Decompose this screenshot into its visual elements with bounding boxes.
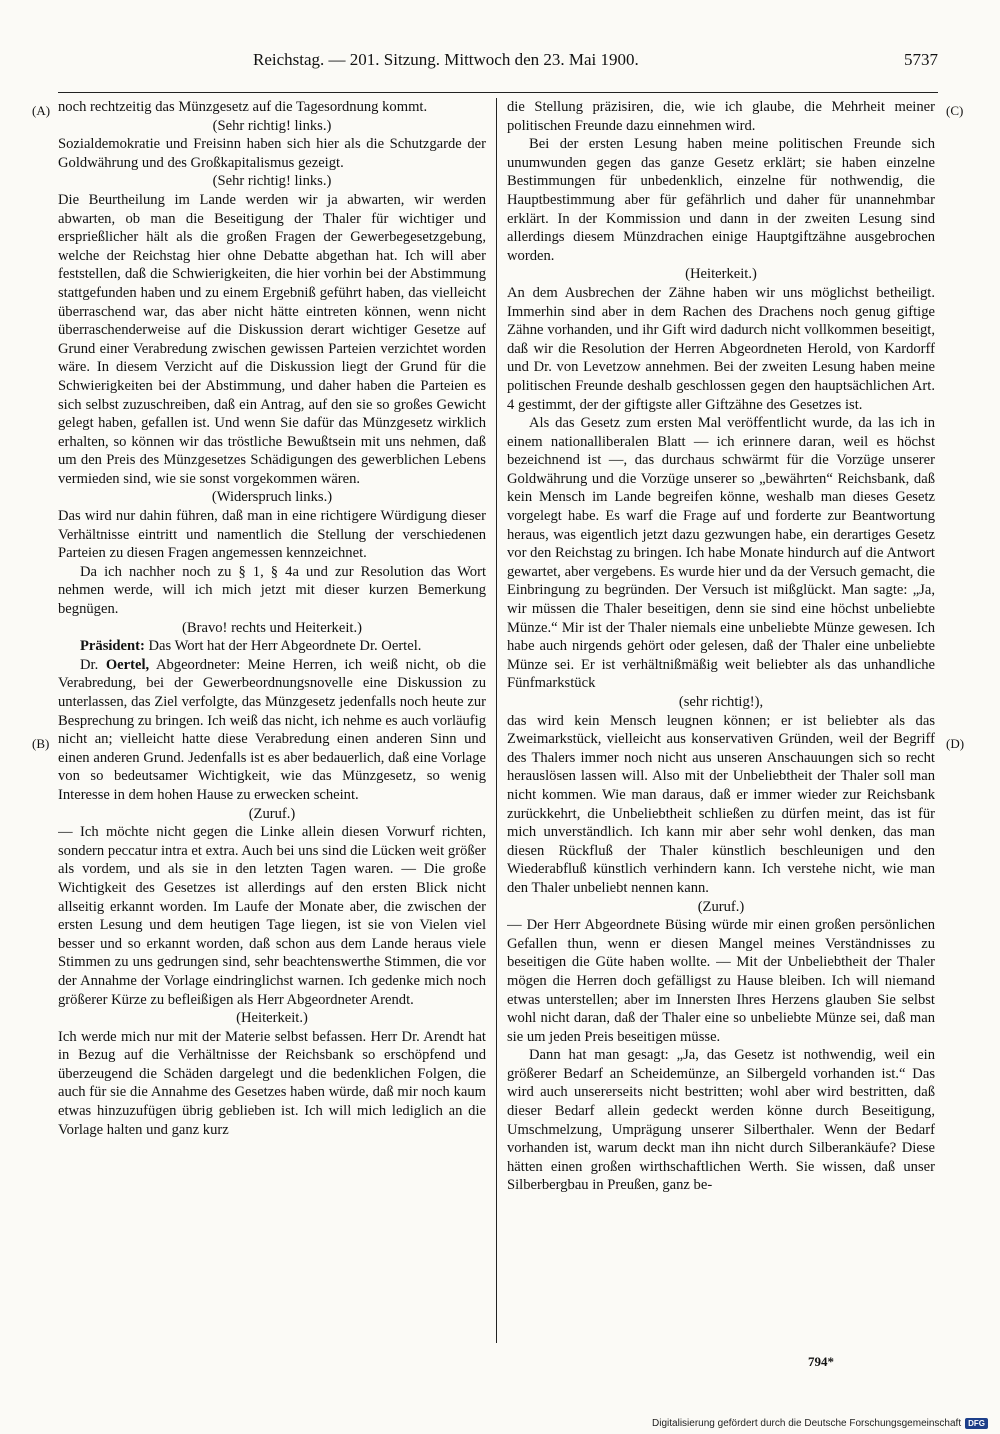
- paragraph: Da ich nachher noch zu § 1, § 4a und zur Resolution das Wort nehmen werde, will ich mich jetzt mit dieser kurzen Bemerkung begnügen.: [58, 563, 486, 618]
- credit-text: Digitalisierung gefördert durch die Deutsche Forschungsgemeinschaft: [652, 1418, 962, 1429]
- margin-marker-b: (B): [32, 736, 50, 751]
- president-text: Das Wort hat der Herr Abgeordnete Dr. Oertel.: [148, 638, 422, 655]
- column-divider: [496, 98, 497, 1343]
- president-speech: [58, 637, 486, 656]
- interjection: (Zuruf.): [248, 805, 296, 822]
- interjection: (Heiterkeit.): [236, 1010, 308, 1027]
- running-title: Reichstag. — 201. Sitzung. Mittwoch den 23. Mai 1900.: [253, 50, 639, 69]
- interjection: (Sehr richtig! links.): [212, 173, 332, 190]
- interjection: (sehr richtig!),: [678, 694, 764, 710]
- dfg-logo-icon: DFG: [965, 1418, 988, 1429]
- paragraph: Bei der ersten Lesung haben meine politischen Freunde sich unumwunden gegen das ganze Gesetz erklärt; sie haben einzelne Bestimmungen für unbedenklich, einzelne für nothwendig, die Hauptbestimmung aber für gefährlich und daher für unannehmbar erklärt. In der Kommission und dann in der zweiten Lesung sind allerdings diesem Münzdrachen einige Hauptgiftzähne ausgebrochen worden.: [507, 136, 935, 264]
- running-header: [58, 50, 938, 74]
- paragraph: noch rechtzeitig das Münzgesetz auf die Tagesordnung kommt.: [58, 99, 428, 115]
- paragraph: An dem Ausbrechen der Zähne haben wir uns möglichst betheiligt. Immerhin sind aber in dem Rachen des Drachens noch genug giftige Zähne vorhanden, und ihr Gift wird dadurch nicht vollkommen beseitigt, daß wir die Resolution der Herren Abgeordneten Herold, von Kardorff und Dr. von Levetzow annehmen. Bei der zweiten Lesung haben meine politischen Freunde deshalb geschlossen gegen den hauptsächlichen Art. 4 gestimmt, der der giftigste aller Giftzähne des Gesetzes ist.: [507, 284, 935, 413]
- sheet-mark: 794*: [808, 1354, 834, 1369]
- speaker-speech: [58, 656, 486, 805]
- paragraph: die Stellung präzisiren, die, wie ich glaube, die Mehrheit meiner politischen Freunde dazu einnehmen wird.: [507, 99, 935, 134]
- interjection: (Widerspruch links.): [211, 489, 333, 506]
- left-column: [58, 98, 486, 1348]
- speaker-title: Dr.: [80, 656, 99, 673]
- margin-marker-a: (A): [32, 103, 51, 118]
- paragraph: das wird kein Mensch leugnen können; er ist beliebter als das Zweimarkstück, vielleicht aus konservativen Gründen, weil der Begriff des Thalers immer noch nicht aus unseren Anschauungen sich so recht herauslösen lassen will. Also mit der Unbeliebtheit der Thaler soll man nicht kommen. Wie man daraus, daß er immer wieder zur Reichsbank zurückkehrt, die Unbeliebtheit schließen zu dürfen meint, das ist für mich unverständlich. Ich kann mir aber sehr wohl denken, das man diesen Rückfluß der Thaler künstlich beschleunigen und den Wiederabfluß künstlich verhindern kann. Ich verstehe nicht, wie man den Thaler unbeliebt nennen kann.: [507, 712, 935, 896]
- paragraph: Als das Gesetz zum ersten Mal veröffentlicht wurde, da las ich in einem nationalliberalen Blatt — ich erinnere daran, weil es höchst bezeichnend ist —, das durchaus schwärmt für die Vorzüge unserer Goldwährung und die Vorzüge unserer so „bewährten“ Reichsbank, daß kein Mensch im Lande begreifen könne, weshalb man dieses Gesetz vorgelegt habe. Es warf die Frage auf und forderte zur Beantwortung heraus, was eigentlich jetzt dazu gezwungen habe, ein derartiges Gesetz vor den Reichstag zu bringen. Ich habe Monate hindurch auf die Antwort gewartet, aber vergebens. Es wurde hier und da der Versuch gemacht, die Einbringung zu begründen. Der Versuch ist mißglückt. Man sagte: „Ja, wir müssen die Thaler beseitigen, denn sie sind eine höchst unbeliebte Münze.“ Mir ist der Thaler niemals eine unbeliebte Münze gewesen. Ich habe auch nirgends gehört oder gelesen, daß der Thaler eine unbeliebte Münze sei. Er ist verhältnißmäßig weit beliebter als das unhandliche Fünfmarkstück: [507, 415, 935, 692]
- paragraph: — Ich möchte nicht gegen die Linke allein diesen Vorwurf richten, sondern peccatur intra et extra. Auch bei uns sind die Lücken weit größer als vordem, und als sie in den letzten Tagen waren. — Die große Wichtigkeit des Gesetzes ist allerdings auf den ersten Blick nicht allseitig erkannt worden. Im Laufe der Monate aber, die zwischen der ersten Lesung und dem heutigen Tage liegen, ist sie von Vielen viel besser und so erkannt worden, daß schon aus dem Lande heraus viele Stimmen zu uns gedrungen sind, sehr beachtenswerthe Stimmen, die vor der Annahme der Vorlage eindringlichst warnen. Ich gedenke mich noch größerer Kürze zu befleißigen als Herr Abgeordneter Arendt.: [58, 824, 486, 1008]
- page-number: 5737: [904, 50, 938, 69]
- paragraph: Das wird nur dahin führen, daß man in eine richtigere Würdigung dieser Verhältnisse eintritt und namentlich die Stellung der verschiedenen Parteien zu diesen Fragen angemessen kennzeichnet.: [58, 508, 486, 562]
- interjection: (Bravo! rechts und Heiterkeit.): [182, 619, 362, 636]
- paragraph: Die Beurtheilung im Lande werden wir ja abwarten, wir werden abwarten, ob man die Beseitigung der Thaler für wichtiger und ersprießlicher hält als die großen Fragen der Gewerbegesetzgebung, welche der Reichstag hier ohne Debatte abgethan hat. Ich will aber feststellen, daß die Schwierigkeiten, die hier vorhin bei der Abstimmung stattgefunden haben und zu einem Ergebniß geführt haben, das vielleicht überraschend war, das aber nicht hätte eintreten können, wenn nicht überraschenderweise auf die Diskussion derart wichtiger Gesetze auf Grund einer Verabredung zwischen gewissen Parteien verzichtet worden wäre. In diesem Verzicht auf die Diskussion liegt der Grund für die Schwierigkeiten bei der Abstimmung, und daher haben die Parteien es sich selbst zuzuschreiben, daß ein Antrag, auf den sie so großes Gewicht gelegt haben, gefallen ist. Und wenn Sie dafür das Münzgesetz wirklich erhalten, so können wir das tröstliche Bewußtsein mit uns nehmen, daß um den Preis des Münzgesetzes Schädigungen des gewerblichen Lebens vermieden sind, wie sie sonst vorgekommen wären.: [58, 191, 486, 487]
- right-column: [507, 98, 935, 1348]
- president-label: Präsident:: [80, 638, 145, 655]
- interjection: (Zuruf.): [697, 898, 745, 915]
- speaker-text: Abgeordneter: Meine Herren, ich weiß nicht, ob die Verabredung, bei der Gewerbeordnungsnovelle eine Diskussion zu unterlassen, das Ziel verfolgte, das Münzgesetz jedenfalls noch heute zur Besprechung zu bringen. Ich weiß das nicht, ich nehme es auch vorläufig nicht an; vielleicht hatte diese Verabredung einen anderen Sinn und einen anderen Grund. Jedenfalls ist es aber bedauerlich, daß eine Vorlage von so bedeutsamer Wichtigkeit, wie das Münzgesetz, so wenig Interesse in dem hohen Hause zu erwecken scheint.: [58, 656, 486, 803]
- paragraph: Ich werde mich nur mit der Materie selbst befassen. Herr Dr. Arendt hat in Bezug auf die Verhältnisse der Reichsbank so erschöpfend und überzeugend die Schäden dargelegt und die bedenklichen Folgen, die auch für sie die Annahme des Gesetzes haben würde, daß mir noch kaum etwas hinzuzufügen übrig geblieben ist. Ich will mich lediglich an die Vorlage halten und ganz kurz: [58, 1028, 486, 1138]
- paragraph: Dann hat man gesagt: „Ja, das Gesetz ist nothwendig, weil ein größerer Bedarf an Scheidemünze, an Silbergeld vorhanden ist.“ Das wird auch unsererseits nicht bestritten; wohl aber wird bestritten, daß dieser Bedarf allein gedeckt werden könne durch Beseitigung, Umschmelzung, Umprägung unserer Silberthaler. Wenn der Bedarf vorhanden ist, warum deckt man ihn nicht durch Silberankäufe? Diese hätten einen großen wirthschaftlichen Werth. Sie wissen, daß unser Silberbergbau in Preußen, ganz be-: [507, 1047, 935, 1194]
- interjection: (Sehr richtig! links.): [212, 117, 332, 134]
- paragraph: — Der Herr Abgeordnete Büsing würde mir einen großen persönlichen Gefallen thun, wenn er diesen Mangel meines Verständnisses zu beseitigen die Güte haben wollte. — Mit der Unbeliebtheit der Thaler mögen die Herren doch gefälligst zu Hause bleiben. Ich will niemand etwas unterstellen; aber im Innersten Ihres Herzens glauben Sie selbst wohl nicht daran, daß der Thaler eine so unbeliebte Münze sei, daß man sie um jeden Preis beseitigen müsse.: [507, 917, 935, 1045]
- speaker-name: Oertel,: [105, 656, 150, 673]
- digitization-credit: [652, 1418, 988, 1429]
- header-rule: [58, 92, 938, 93]
- margin-marker-d: (D): [946, 736, 965, 751]
- paragraph: Sozialdemokratie und Freisinn haben sich hier als die Schutzgarde der Goldwährung und des Großkapitalismus gezeigt.: [58, 136, 486, 171]
- interjection: (Heiterkeit.): [685, 266, 757, 283]
- margin-marker-c: (C): [946, 103, 964, 118]
